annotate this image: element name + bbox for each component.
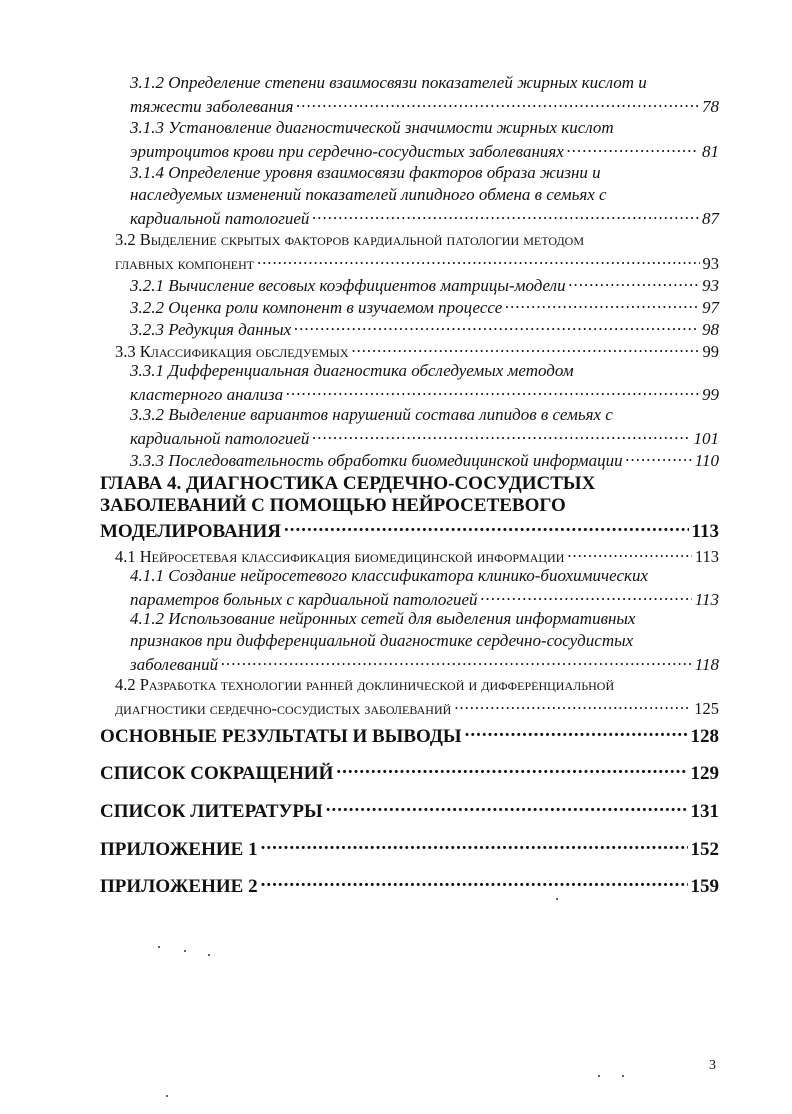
dot-leader — [221, 653, 692, 670]
toc-entry-4-1-2-line2[interactable]: признаков при дифференциальной диагностике сердечно-сосудистых — [130, 631, 634, 650]
toc-entry-3-2-line2[interactable]: главных компонент ..... 93 — [115, 252, 719, 274]
dot-leader — [261, 836, 688, 855]
dot-leader — [336, 760, 687, 779]
page-number: 87 — [702, 209, 719, 228]
page-number: 78 — [702, 97, 719, 116]
page-number: 129 — [690, 763, 719, 784]
toc-entry-3-1-3-line1[interactable]: 3.1.3 Установление диагностической значимости жирных кислот — [130, 118, 614, 137]
dot-leader — [284, 518, 689, 537]
toc-entry-3-2-line1[interactable]: 3.2 Выделение скрытых факторов кардиальной патологии методом — [115, 230, 585, 249]
scan-speck — [184, 950, 186, 952]
toc-entry-3-3-2-line2[interactable]: кардиальной патологией ..... 101 — [130, 427, 719, 449]
toc-entry-4-1-1-line1[interactable]: 4.1.1 Создание нейросетевого классификатора клинико-биохимических — [130, 566, 649, 585]
toc-references[interactable]: СПИСОК ЛИТЕРАТУРЫ ..... 131 — [100, 798, 719, 823]
scan-speck — [158, 946, 160, 948]
dot-leader — [312, 427, 690, 444]
scan-speck — [208, 954, 210, 956]
toc-entry-3-3-3[interactable]: 3.3.3 Последовательность обработки биомедицинской информации ..... 110 — [130, 449, 719, 471]
toc-entry-3-1-2-line2[interactable]: тяжести заболевания ..... 78 — [130, 95, 719, 117]
dot-leader — [626, 449, 692, 466]
toc-entry-3-1-3-line2[interactable]: эритроцитов крови при сердечно-сосудистых заболеваниях ..... 81 — [130, 140, 719, 162]
toc-entry-4-2-line2[interactable]: диагностики сердечно-сосудистых заболеваний ..... 125 — [115, 697, 719, 719]
page-number: 98 — [702, 320, 719, 339]
dot-leader — [505, 296, 699, 313]
dot-leader — [567, 545, 691, 562]
page-number: 97 — [702, 298, 719, 317]
toc-appendix-1[interactable]: ПРИЛОЖЕНИЕ 1 ..... 152 — [100, 836, 719, 861]
scan-speck — [556, 898, 558, 900]
dot-leader — [465, 723, 688, 742]
toc-entry-3-1-4-line2[interactable]: наследуемых изменений показателей липидного обмена в семьях с — [130, 185, 607, 204]
page-number: 113 — [694, 590, 719, 609]
toc-abbreviations[interactable]: СПИСОК СОКРАЩЕНИЙ ..... 129 — [100, 760, 719, 785]
page-number: 99 — [702, 385, 719, 404]
toc-entry-3-1-2-line1[interactable]: 3.1.2 Определение степени взаимосвязи показателей жирных кислот и — [130, 73, 647, 92]
page-number: 93 — [702, 276, 719, 295]
page-number: 81 — [702, 142, 719, 161]
page-number: 152 — [690, 839, 719, 860]
page-number: 159 — [690, 876, 719, 897]
dot-leader — [312, 207, 699, 224]
toc-entry-3-2-2[interactable]: 3.2.2 Оценка роли компонент в изучаемом процессе ..... 97 — [130, 296, 719, 318]
page-number: 113 — [691, 521, 719, 542]
toc-entry-3-3[interactable]: 3.3 Классификация обследуемых ..... 99 — [115, 340, 719, 362]
scan-speck — [598, 1075, 600, 1077]
page-number: 131 — [690, 801, 719, 822]
page-number: 101 — [693, 429, 719, 448]
toc-appendix-2[interactable]: ПРИЛОЖЕНИЕ 2 ..... 159 — [100, 873, 719, 898]
page-number-footer: 3 — [709, 1058, 716, 1073]
page-number: 99 — [702, 341, 719, 361]
toc-entry-3-3-1-line2[interactable]: кластерного анализа ..... 99 — [130, 383, 719, 405]
dot-leader — [569, 274, 699, 291]
dot-leader — [454, 697, 691, 714]
page-number: 113 — [694, 546, 719, 566]
dot-leader — [257, 252, 699, 269]
dot-leader — [326, 798, 688, 817]
scan-speck — [622, 1075, 624, 1077]
page-number: 128 — [690, 726, 719, 747]
toc-entry-3-2-1[interactable]: 3.2.1 Вычисление весовых коэффициентов матрицы-модели ..... 93 — [130, 274, 719, 296]
scan-speck — [166, 1095, 168, 1097]
toc-entry-4-1-1-line2[interactable]: параметров больных с кардиальной патологией ..... 113 — [130, 588, 719, 610]
toc-entry-3-3-1-line1[interactable]: 3.3.1 Дифференциальная диагностика обследуемых методом — [130, 361, 574, 380]
toc-entry-3-1-4-line3[interactable]: кардиальной патологией ..... 87 — [130, 207, 719, 229]
toc-entry-4-1[interactable]: 4.1 Нейросетевая классификация биомедицинской информации ..... 113 — [115, 545, 719, 567]
toc-chapter-4-line3[interactable]: МОДЕЛИРОВАНИЯ ..... 113 — [100, 518, 719, 543]
page-number: 125 — [694, 698, 719, 718]
toc-entry-3-3-2-line1[interactable]: 3.3.2 Выделение вариантов нарушений состава липидов в семьях с — [130, 405, 613, 424]
dot-leader — [352, 340, 700, 357]
toc-entry-3-2-3[interactable]: 3.2.3 Редукция данных ..... 98 — [130, 318, 719, 340]
page-number: 93 — [702, 253, 719, 273]
page-number: 118 — [694, 655, 719, 674]
dot-leader — [481, 588, 692, 605]
toc-entry-4-1-2-line1[interactable]: 4.1.2 Использование нейронных сетей для выделения информативных — [130, 609, 636, 628]
dot-leader — [261, 873, 688, 892]
page-number: 110 — [694, 451, 719, 470]
dot-leader — [296, 95, 699, 112]
dot-leader — [286, 383, 699, 400]
toc-chapter-4-line2[interactable]: ЗАБОЛЕВАНИЙ С ПОМОЩЬЮ НЕЙРОСЕТЕВОГО — [100, 495, 566, 516]
toc-entry-3-1-4-line1[interactable]: 3.1.4 Определение уровня взаимосвязи факторов образа жизни и — [130, 163, 601, 182]
dot-leader — [567, 140, 699, 157]
toc-entry-4-1-2-line3[interactable]: заболеваний ..... 118 — [130, 653, 719, 675]
toc-results[interactable]: ОСНОВНЫЕ РЕЗУЛЬТАТЫ И ВЫВОДЫ ..... 128 — [100, 723, 719, 748]
toc-chapter-4-line1[interactable]: ГЛАВА 4. ДИАГНОСТИКА СЕРДЕЧНО-СОСУДИСТЫХ — [100, 473, 596, 494]
toc-entry-4-2-line1[interactable]: 4.2 Разработка технологии ранней доклинической и дифференциальной — [115, 675, 615, 694]
dot-leader — [294, 318, 699, 335]
